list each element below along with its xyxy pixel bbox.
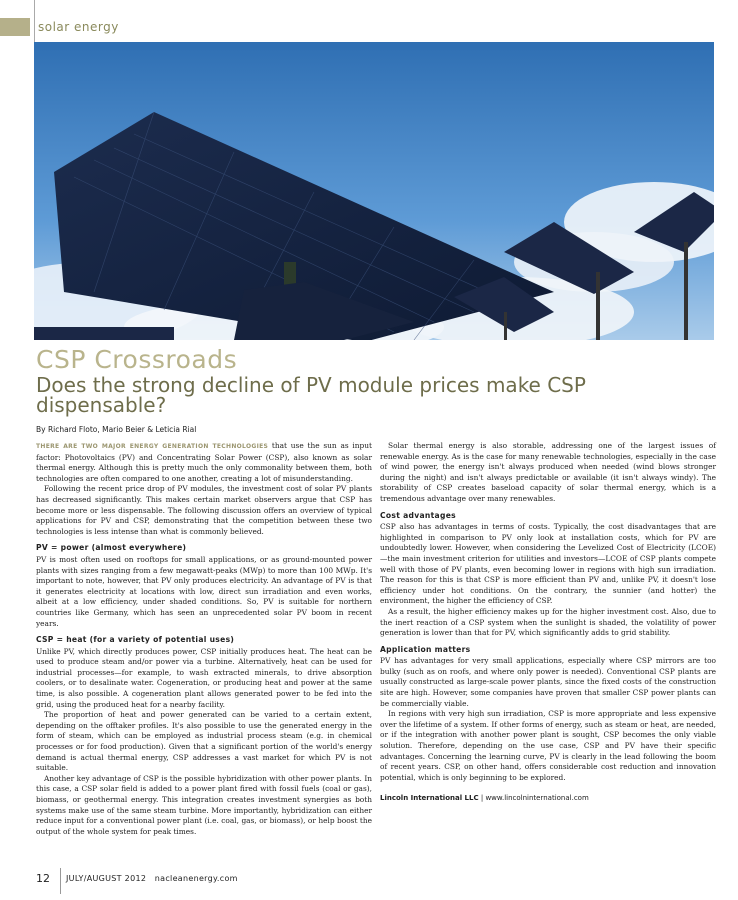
section-heading: CSP = heat (for a variety of potential uses) (36, 635, 235, 645)
paragraph-text: that use the sun as input factor: Photovoltaics (PV) and Concentrating Solar Power (CSP), also known as solar thermal energy. Although this is pretty much the only commonality between them, both technologies are often compared to one another, creating a lot of misunderstanding. (36, 441, 372, 483)
paragraph: Unlike PV, which directly produces power, CSP initially produces heat. The heat can be used to produce steam and/or power via a turbine. Alternatively, heat can be used for industrial processes—for example, to wash extracted minerals, to drive absorption coolers, or to desalinate water. Cogeneration, or producing heat and power at the same time, is also possible. A cogeneration plant allows generated power to be fed into the grid, using the produced heat for a nearby facility. (36, 646, 372, 709)
solar-panels-photo (34, 42, 714, 340)
footer-divider (60, 868, 61, 894)
paragraph: Solar thermal energy is also storable, addressing one of the largest issues of renewable energy. As is the case for many renewable technologies, especially in the case of wind power, the energy isn't always produced when needed (wind blows stronger during the night) and isn't always predictable or available (it isn't always windy). The storability of CSP creates baseload capacity of solar thermal energy, which is a tremendous advantage over many renewables. (380, 441, 716, 503)
left-column (36, 441, 372, 837)
section-heading: PV = power (almost everywhere) (36, 543, 187, 553)
section-label: solar energy (38, 20, 119, 34)
section-marker (0, 18, 30, 36)
page-number: 12 (36, 872, 50, 885)
right-column (380, 441, 716, 804)
footer-issue (66, 874, 238, 883)
byline: By Richard Floto, Mario Beier & Leticia Rial (36, 425, 197, 434)
article-title: CSP Crossroads (36, 345, 238, 374)
article-subtitle: Does the strong decline of PV module prices make CSP dispensable? (36, 373, 586, 417)
paragraph: Another key advantage of CSP is the possible hybridization with other power plants. In this case, a CSP solar field is added to a power plant fired with fossil fuels (coal or gas), biomass, or geothermal energy. This integration creates investment synergies as both systems make use of the same steam turbine. More importantly, hybridization can either reduce input for a conventional power plant (i.e. coal, gas, or biomass), or help boost the output of the whole system for peak times. (36, 773, 372, 836)
credit-url[interactable]: www.lincolninternational.com (485, 794, 589, 803)
paragraph: PV is most often used on rooftops for small applications, or as ground-mounted power plants with sizes ranging from a few megawatt-peaks (MWp) to more than 100 MWp. It's important to note, however, that PV only produces electricity. An advantage of PV is that it generates electricity at locations with low, direct sun irradiation and even works, albeit at a low efficiency, under shaded conditions. So, PV is suitable for northern countries like Germany, which has seen an unprecedented solar PV boom in recent years. (36, 554, 372, 628)
paragraph (36, 441, 372, 484)
paragraph: CSP also has advantages in terms of costs. Typically, the cost disadvantages that are highlighted in comparison to PV only look at installation costs, which for PV are undoubtedly lower. However, when considering the Levelized Cost of Electricity (LCOE)—the main investment criterion for utilities and investors—LCOE of CSP plants compete well with those of PV plants, even becoming lower in regions with high sun irradiation. The reason for this is that CSP is more efficient than PV and, unlike PV, it doesn't lose efficiency under hot conditions. On the contrary, the sunnier (and hotter) the environment, the higher the efficiency of CSP. (380, 522, 716, 606)
paragraph: Following the recent price drop of PV modules, the investment cost of solar PV plants has decreased significantly. This makes certain market observers argue that CSP has become more or less dispensable. The following discussion offers an overview of typical applications for PV and CSP, demonstrating that the competition between these two technologies is less intense than what is commonly believed. (36, 484, 372, 536)
header-divider (34, 0, 35, 42)
section-heading: Application matters (380, 644, 471, 654)
paragraph: PV has advantages for very small applications, especially where CSP mirrors are too bulky (such as on roofs, and where only power is needed). Conventional CSP plants are usually constructed as large-scale power plants, since the fixed costs of the construction site are high. However, some companies have proven that smaller CSP power plants can be commercially viable. (380, 656, 716, 708)
issue-date: JULY/AUGUST 2012 (66, 874, 147, 883)
paragraph: As a result, the higher efficiency makes up for the higher investment cost. Also, due to the inert reaction of a CSP system when the sunlight is shaded, the volatility of power generation is lower than that for PV, which significantly adds to grid stability. (380, 606, 716, 638)
credit-company: Lincoln International LLC (380, 794, 479, 803)
credit-separator: | (478, 794, 486, 803)
site-name[interactable]: nacleanenergy.com (154, 874, 238, 883)
author-credit (380, 793, 716, 804)
section-heading: Cost advantages (380, 510, 456, 520)
paragraph: In regions with very high sun irradiation, CSP is more appropriate and less expensive over the lifetime of a system. If other forms of energy, such as steam or heat, are needed, or if the integration with another power plant is sought, CSP becomes the only viable solution. Therefore, depending on the use case, CSP and PV have their specific advantages. Concerning the learning curve, PV is clearly in the lead following the boom of recent years. CSP, on other hand, offers considerable cost reduction and innovation potential, which is only beginning to be explored. (380, 709, 716, 782)
paragraph: The proportion of heat and power generated can be varied to a certain extent, depending on the offtaker profiles. It's also possible to use the generated energy in the form of steam, which can be employed as industrial process steam (e.g. in chemical processes or for food production). Given that a significant portion of the world's energy demand is actual thermal energy, CSP addresses a vast market for which PV is not suitable. (36, 710, 372, 773)
lead-in: THERE ARE TWO MAJOR ENERGY GENERATION TECHNOLOGIES (36, 443, 269, 450)
